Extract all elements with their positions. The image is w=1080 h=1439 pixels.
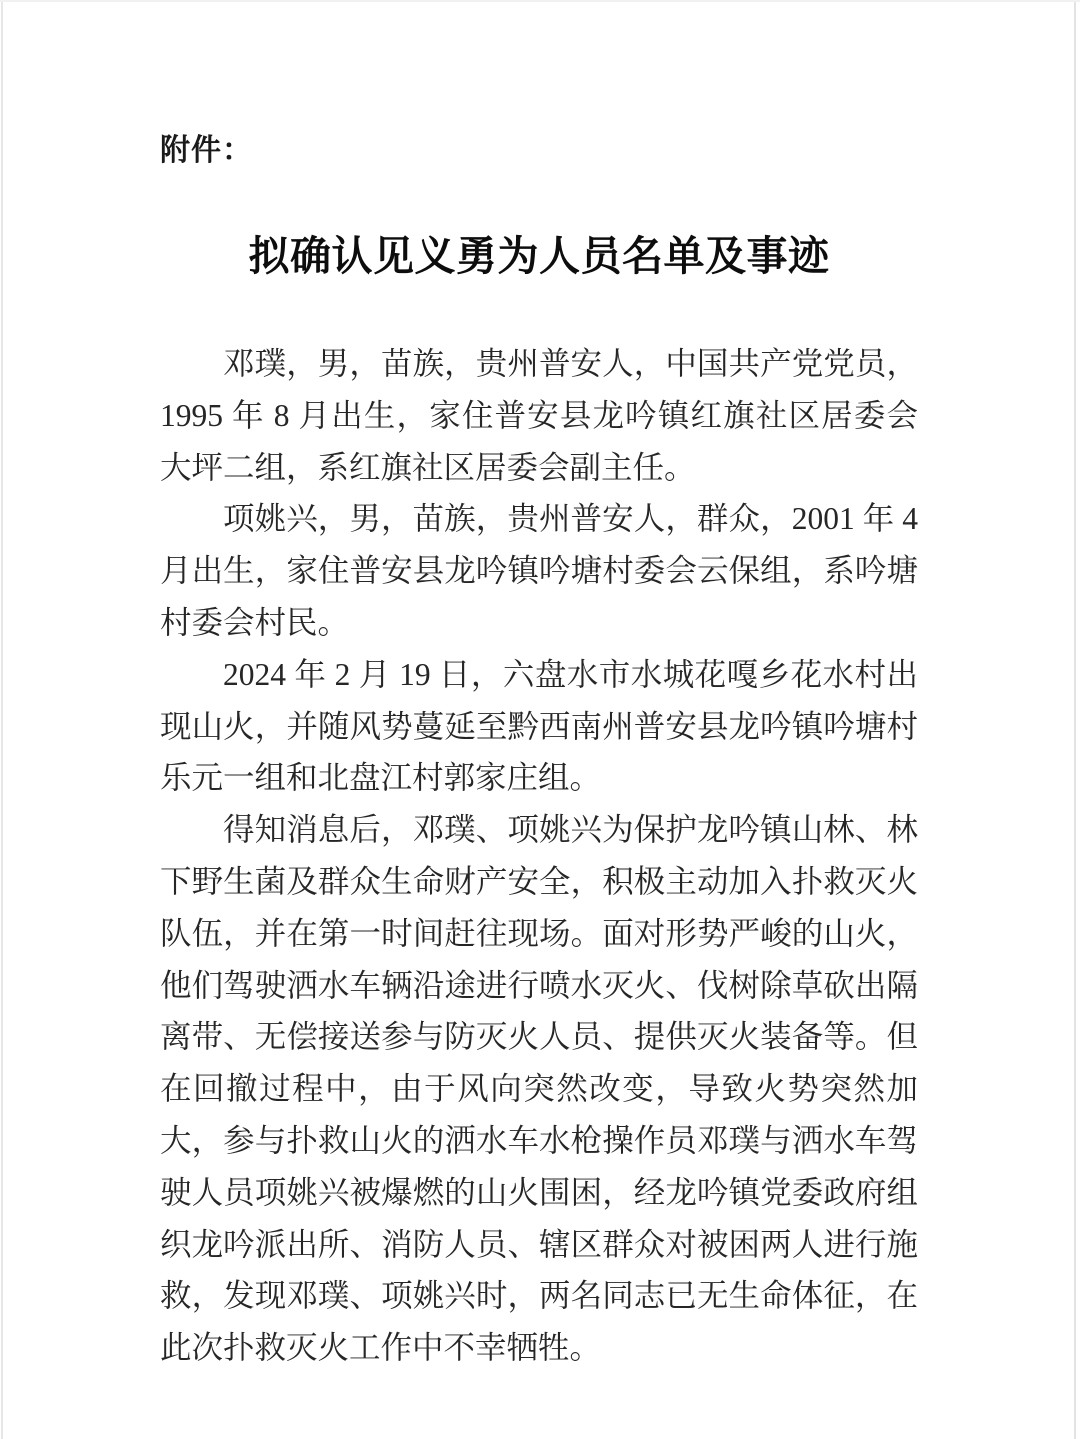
paragraph-heroic-deeds: 得知消息后，邓璞、项姚兴为保护龙吟镇山林、林下野生菌及群众生命财产安全，积极主动加入扑救灭火队伍，并在第一时间赶往现场。面对形势严峻的山火，他们驾驶洒水车辆沿途进行喷水灭火、伐树除草砍出隔离带、无偿接送参与防灭火人员、提供灭火装备等。但在回撤过程中，由于风向突然改变，导致火势突然加大，参与扑救山火的洒水车水枪操作员邓璞与洒水车驾驶人员项姚兴被爆燃的山火围困，经龙吟镇党委政府组织龙吟派出所、消防人员、辖区群众对被困两人进行施救，发现邓璞、项姚兴时，两名同志已无生命体征，在此次扑救灭火工作中不幸牺牲。 — [160, 812, 918, 1366]
document-body — [160, 338, 918, 1374]
attachment-label: 附件： — [160, 134, 253, 167]
paragraph-xiangyaoxing-profile: 项姚兴，男，苗族，贵州普安人，群众，2001 年 4 月出生，家住普安县龙吟镇吟塘村委会云保组，系吟塘村委会村民。 — [160, 501, 918, 640]
paragraph-wildfire-incident: 2024 年 2 月 19 日，六盘水市水城花嘎乡花水村出现山火，并随风势蔓延至黔西南州普安县龙吟镇吟塘村乐元一组和北盘江村郭家庄组。 — [160, 656, 918, 796]
document-title: 拟确认见义勇为人员名单及事迹 — [248, 233, 830, 279]
paragraph-dengpu-profile: 邓璞，男，苗族，贵州普安人，中国共产党党员，1995 年 8 月出生，家住普安县龙吟镇红旗社区居委会大坪二组，系红旗社区居委会副主任。 — [160, 346, 918, 485]
